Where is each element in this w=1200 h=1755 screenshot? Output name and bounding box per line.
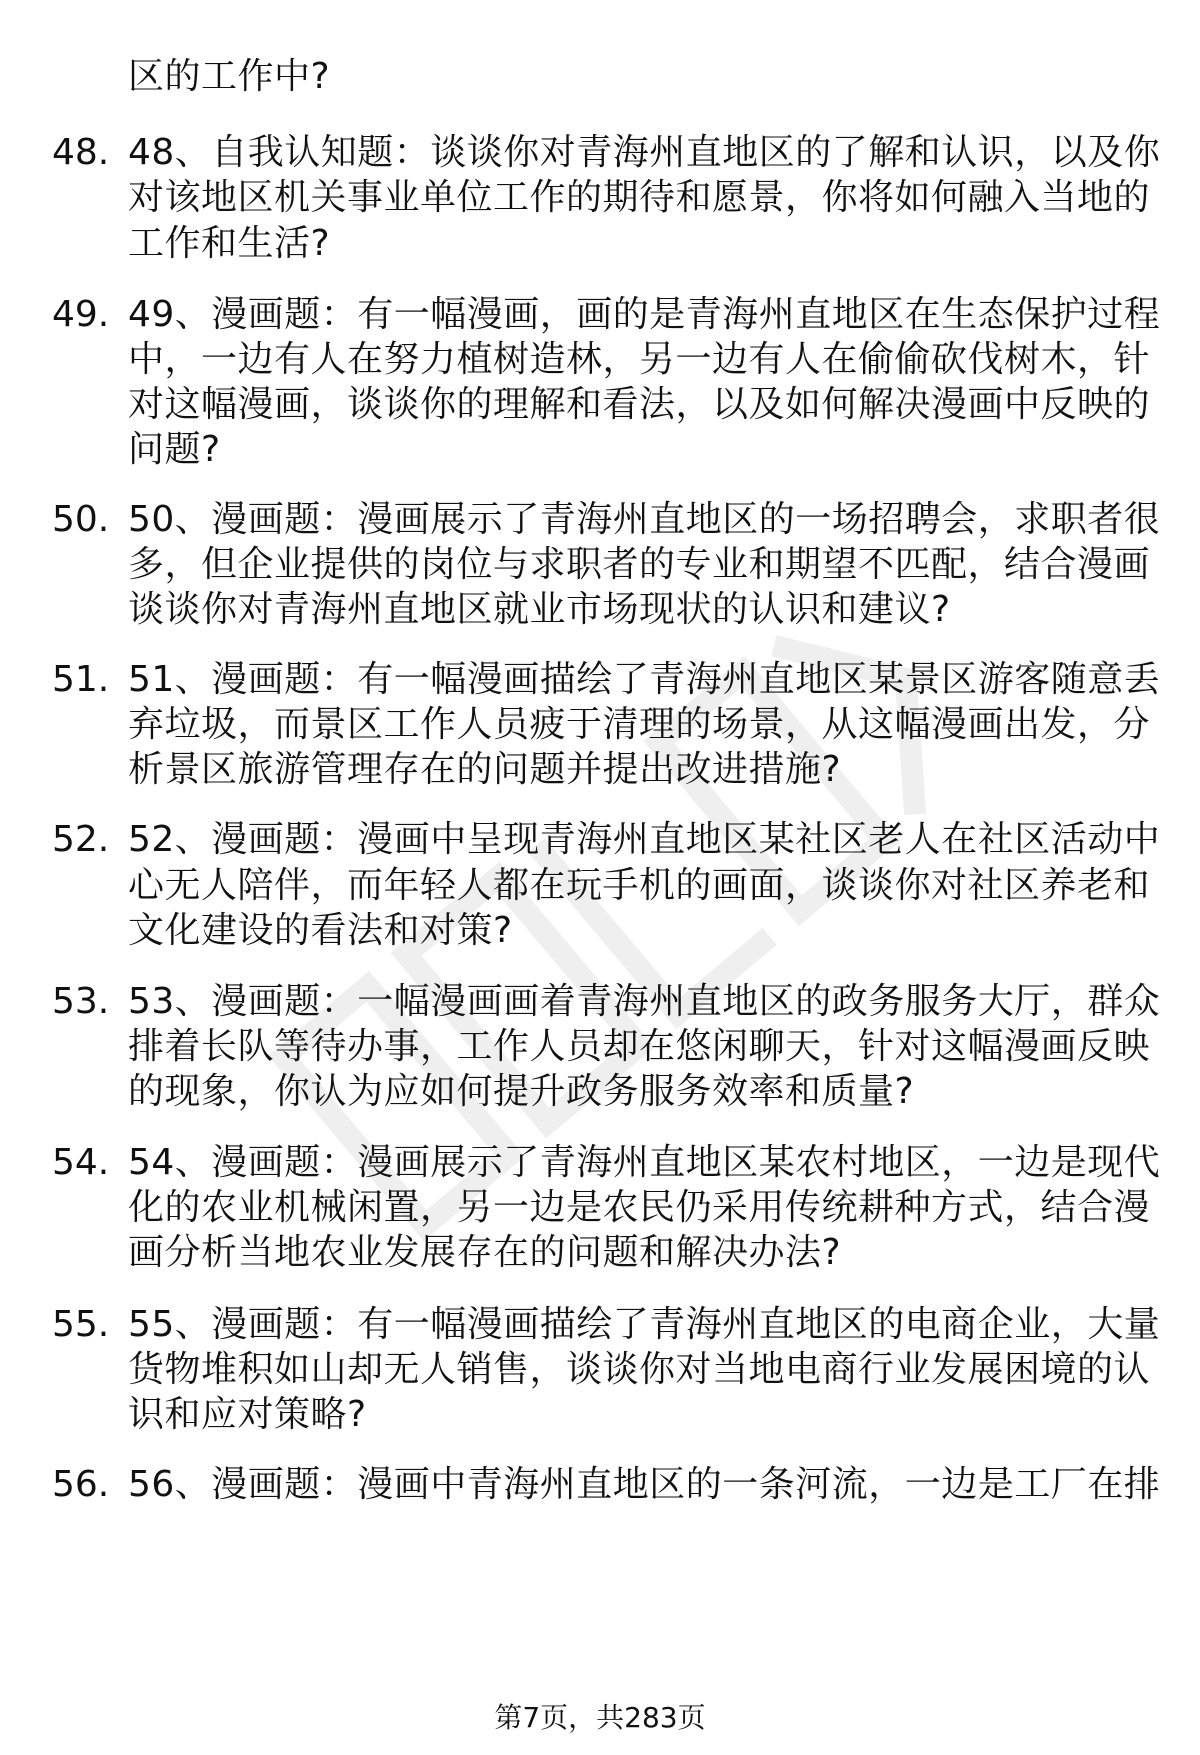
text-line: 的现象，你认为应如何提升政务服务效率和质量? <box>128 1071 915 1112</box>
text-line: 多，但企业提供的岗位与求职者的专业和期望不匹配，结合漫画 <box>128 544 1151 585</box>
item-number-49: 49. <box>52 294 110 335</box>
text-line: 画分析当地农业发展存在的问题和解决办法? <box>128 1232 842 1273</box>
text-line: 49、漫画题：有一幅漫画，画的是青海州直地区在生态保护过程 <box>128 294 1161 335</box>
text-line: 化的农业机械闲置，另一边是农民仍采用传统耕种方式，结合漫 <box>128 1187 1151 1228</box>
text-line: 排着长队等待办事，工作人员却在悠闲聊天，针对这幅漫画反映 <box>128 1026 1151 1067</box>
text-line: 52、漫画题：漫画中呈现青海州直地区某社区老人在社区活动中 <box>128 819 1161 860</box>
text-line: 56、漫画题：漫画中青海州直地区的一条河流，一边是工厂在排 <box>128 1464 1161 1505</box>
page-indicator: 第7页，共283页 <box>494 1701 706 1734</box>
text-line: 48、自我认知题：谈谈你对青海州直地区的了解和认识，以及你 <box>128 132 1161 173</box>
text-line: 识和应对策略? <box>128 1394 367 1435</box>
text-line: 中，一边有人在努力植树造林，另一边有人在偷偷砍伐树木，针 <box>128 339 1151 380</box>
text-line: 析景区旅游管理存在的问题并提出改进措施? <box>128 749 842 790</box>
text-line: 51、漫画题：有一幅漫画描绘了青海州直地区某景区游客随意丢 <box>128 659 1161 700</box>
text-line: 问题? <box>128 429 221 470</box>
text-line: 55、漫画题：有一幅漫画描绘了青海州直地区的电商企业，大量 <box>128 1304 1161 1345</box>
text-line: 54、漫画题：漫画展示了青海州直地区某农村地区，一边是现代 <box>128 1142 1161 1183</box>
item-number-54: 54. <box>52 1142 110 1183</box>
text-line: 对这幅漫画，谈谈你的理解和看法，以及如何解决漫画中反映的 <box>128 384 1151 425</box>
text-line: 53、漫画题：一幅漫画画着青海州直地区的政务服务大厅，群众 <box>128 981 1161 1022</box>
item-number-52: 52. <box>52 819 110 860</box>
item-number-50: 50. <box>52 499 110 540</box>
text-line: 弃垃圾，而景区工作人员疲于清理的场景，从这幅漫画出发，分 <box>128 704 1151 745</box>
text-line: 文化建设的看法和对策? <box>128 910 513 951</box>
text-line: 50、漫画题：漫画展示了青海州直地区的一场招聘会，求职者很 <box>128 499 1161 540</box>
item-number-53: 53. <box>52 981 110 1022</box>
text-line: 区的工作中? <box>128 56 331 97</box>
item-number-48: 48. <box>52 132 110 173</box>
item-number-55: 55. <box>52 1304 110 1345</box>
item-number-51: 51. <box>52 659 110 700</box>
item-number-56: 56. <box>52 1464 110 1505</box>
text-line: 工作和生活? <box>128 223 331 264</box>
text-line: 心无人陪伴，而年轻人都在玩手机的画面，谈谈你对社区养老和 <box>128 865 1151 906</box>
text-line: 货物堆积如山却无人销售，谈谈你对当地电商行业发展困境的认 <box>128 1349 1151 1390</box>
text-line: 谈谈你对青海州直地区就业市场现状的认识和建议? <box>128 589 951 630</box>
text-line: 对该地区机关事业单位工作的期待和愿景，你将如何融入当地的 <box>128 177 1151 218</box>
